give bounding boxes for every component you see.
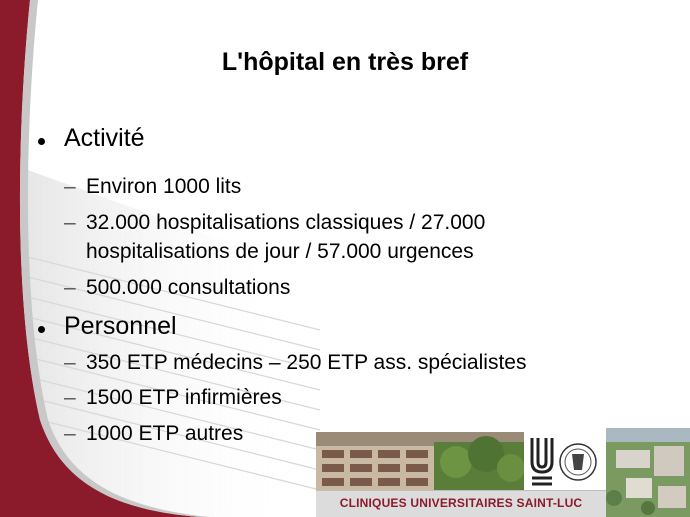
- bullet-label: Personnel: [64, 312, 177, 340]
- dash-glyph: –: [64, 422, 76, 445]
- bullet-dot: [38, 138, 45, 145]
- dash-glyph: –: [64, 386, 76, 409]
- ucl-logo: [526, 432, 604, 490]
- dash-glyph: –: [64, 211, 76, 234]
- slide-title: L'hôpital en très bref: [221, 48, 469, 76]
- hospital-building-photo: [316, 432, 524, 490]
- dash-glyph: –: [64, 351, 76, 374]
- slide: L'hôpital en très bref Activité – Environ 1000 lits – 32.000 hospitalisations classiques / 27.000 hospitalisations de jour / 57.000 urgences – 500.000 consultations Personnel – 350 ETP médecins – 250 ETP ass. spécialistes – 1500 ETP infirmières – 1000 ETP autres CLINIQUES UNIVERSITAIRES SAINT-LUC: [0, 0, 690, 517]
- institution-name: CLINIQUES UNIVERSITAIRES SAINT-LUC: [339, 496, 583, 510]
- footer-banner: [316, 490, 606, 517]
- bullet-label: Activité: [64, 124, 145, 152]
- dash-glyph: –: [64, 276, 76, 299]
- bullet-dot: [38, 326, 45, 333]
- dash-glyph: –: [64, 175, 76, 198]
- campus-aerial-photo: [606, 428, 690, 517]
